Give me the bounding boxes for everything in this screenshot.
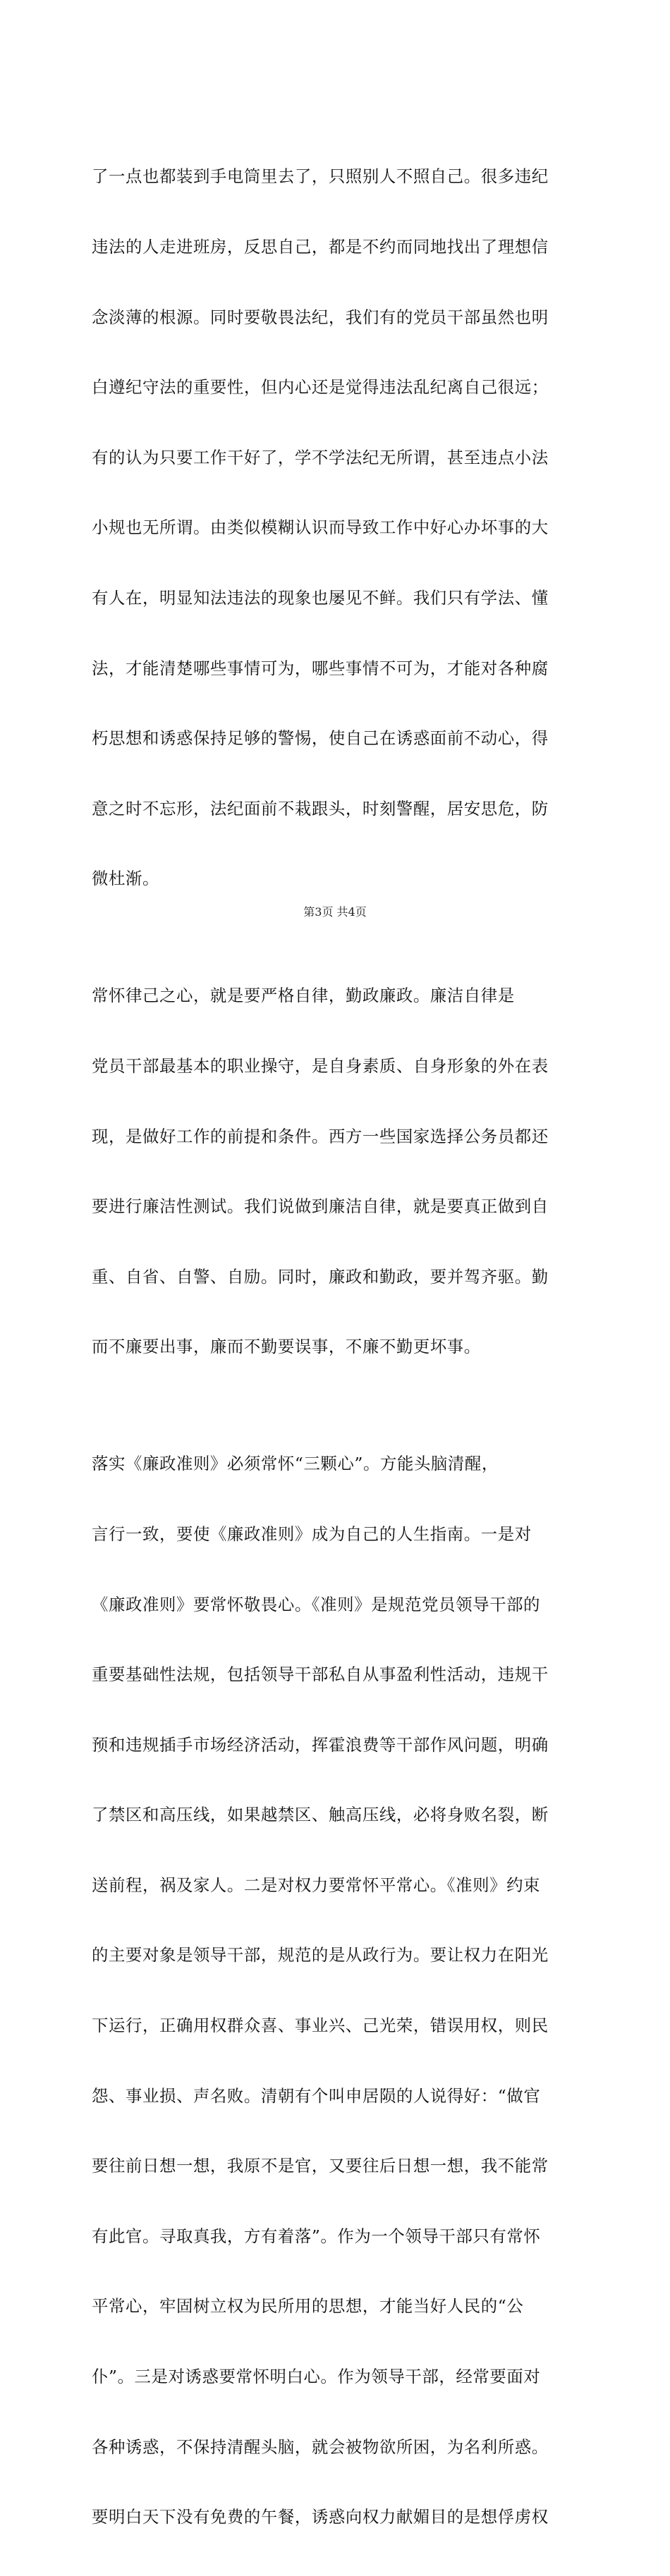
text-line: 党员干部最基本的职业操守，是自身素质、自身形象的外在表 [92,1055,549,1076]
body-text [92,118,589,2576]
text-line: 预和违规插手市场经济活动，挥霍浪费等干部作风问题，明确 [92,1734,549,1755]
paragraph-3 [92,1406,589,2576]
text-line: 了禁区和高压线，如果越禁区、触高压线，必将身败名裂，断 [92,1805,549,1825]
text-line: 要往前日想一想，我原不是官，又要往后日想一想，我不能常 [92,2156,549,2176]
text-line: 法，才能清楚哪些事情可为，哪些事情不可为，才能对各种腐 [92,658,549,678]
text-line: 下运行，正确用权群众喜、事业兴、己光荣，错误用权，则民 [92,2016,549,2036]
text-line: 念淡薄的根源。同时要敬畏法纪，我们有的党员干部虽然也明 [92,307,549,327]
paragraph-2 [92,938,589,1406]
text-line: 要明白天下没有免费的午餐，诱惑向权力献媚目的是想俘虏权 [92,2507,549,2527]
text-line: 有的认为只要工作干好了，学不学法纪无所谓，甚至违点小法 [92,447,549,467]
text-line: 朽思想和诱惑保持足够的警惕，使自己在诱惑面前不动心，得 [92,728,549,749]
text-line: 现，是做好工作的前提和条件。西方一些国家选择公务员都还 [92,1126,549,1146]
text-line: 白遵纪守法的重要性，但内心还是觉得违法乱纪离自己很远； [92,377,549,398]
text-line: 言行一致，要使《廉政准则》成为自己的人生指南。一是对 [92,1523,532,1544]
text-line: 怨、事业损、声名败。清朝有个叫申居陨的人说得好：“做官 [92,2085,541,2106]
text-line: 落实《廉政准则》必须常怀“三颗心”。方能头脑清醒， [92,1454,499,1474]
text-line: 违法的人走进班房，反思自己，都是不约而同地找出了理想信 [92,237,549,257]
text-line: 平常心，牢固树立权为民所用的思想，才能当好人民的“公 [92,2296,524,2317]
text-line: 而不廉要出事，廉而不勤要误事，不廉不勤更坏事。 [92,1337,481,1357]
text-line: 送前程，祸及家人。二是对权力要常怀平常心。《准则》约束 [92,1875,541,1895]
text-line: 重要基础性法规，包括领导干部私自从事盈利性活动，违规干 [92,1664,549,1685]
text-line: 有此官。寻取真我，方有着落”。作为一个领导干部只有常怀 [92,2226,541,2246]
text-line: 了一点也都装到手电筒里去了，只照别人不照自己。很多违纪 [92,166,549,187]
paragraph-1 [92,118,589,938]
text-line: 常怀律己之心，就是要严格自律，勤政廉政。廉洁自律是 [92,986,515,1006]
text-line: 仆”。三是对诱惑要常怀明白心。作为领导干部，经常要面对 [92,2367,541,2387]
text-line: 要进行廉洁性测试。我们说做到廉洁自律，就是要真正做到自 [92,1196,549,1217]
text-line: 的主要对象是领导干部，规范的是从政行为。要让权力在阳光 [92,1945,549,1965]
text-line: 意之时不忘形，法纪面前不栽跟头，时刻警醒，居安思危，防 [92,798,549,818]
text-line: 《廉政准则》要常怀敬畏心。《准则》是规范党员领导干部的 [92,1594,541,1614]
text-line: 小规也无所谓。由类似模糊认识而导致工作中好心办坏事的大 [92,517,549,538]
text-line: 重、自省、自警、自励。同时，廉政和勤政，要并驾齐驱。勤 [92,1266,549,1287]
page-footer: 第3页 共4页 [303,905,367,919]
text-line: 有人在，明显知法违法的现象也屡见不鲜。我们只有学法、懂 [92,587,549,608]
text-line: 各种诱惑，不保持清醒头脑，就会被物欲所困，为名利所惑。 [92,2436,549,2457]
text-line: 微杜渐。 [92,869,159,889]
